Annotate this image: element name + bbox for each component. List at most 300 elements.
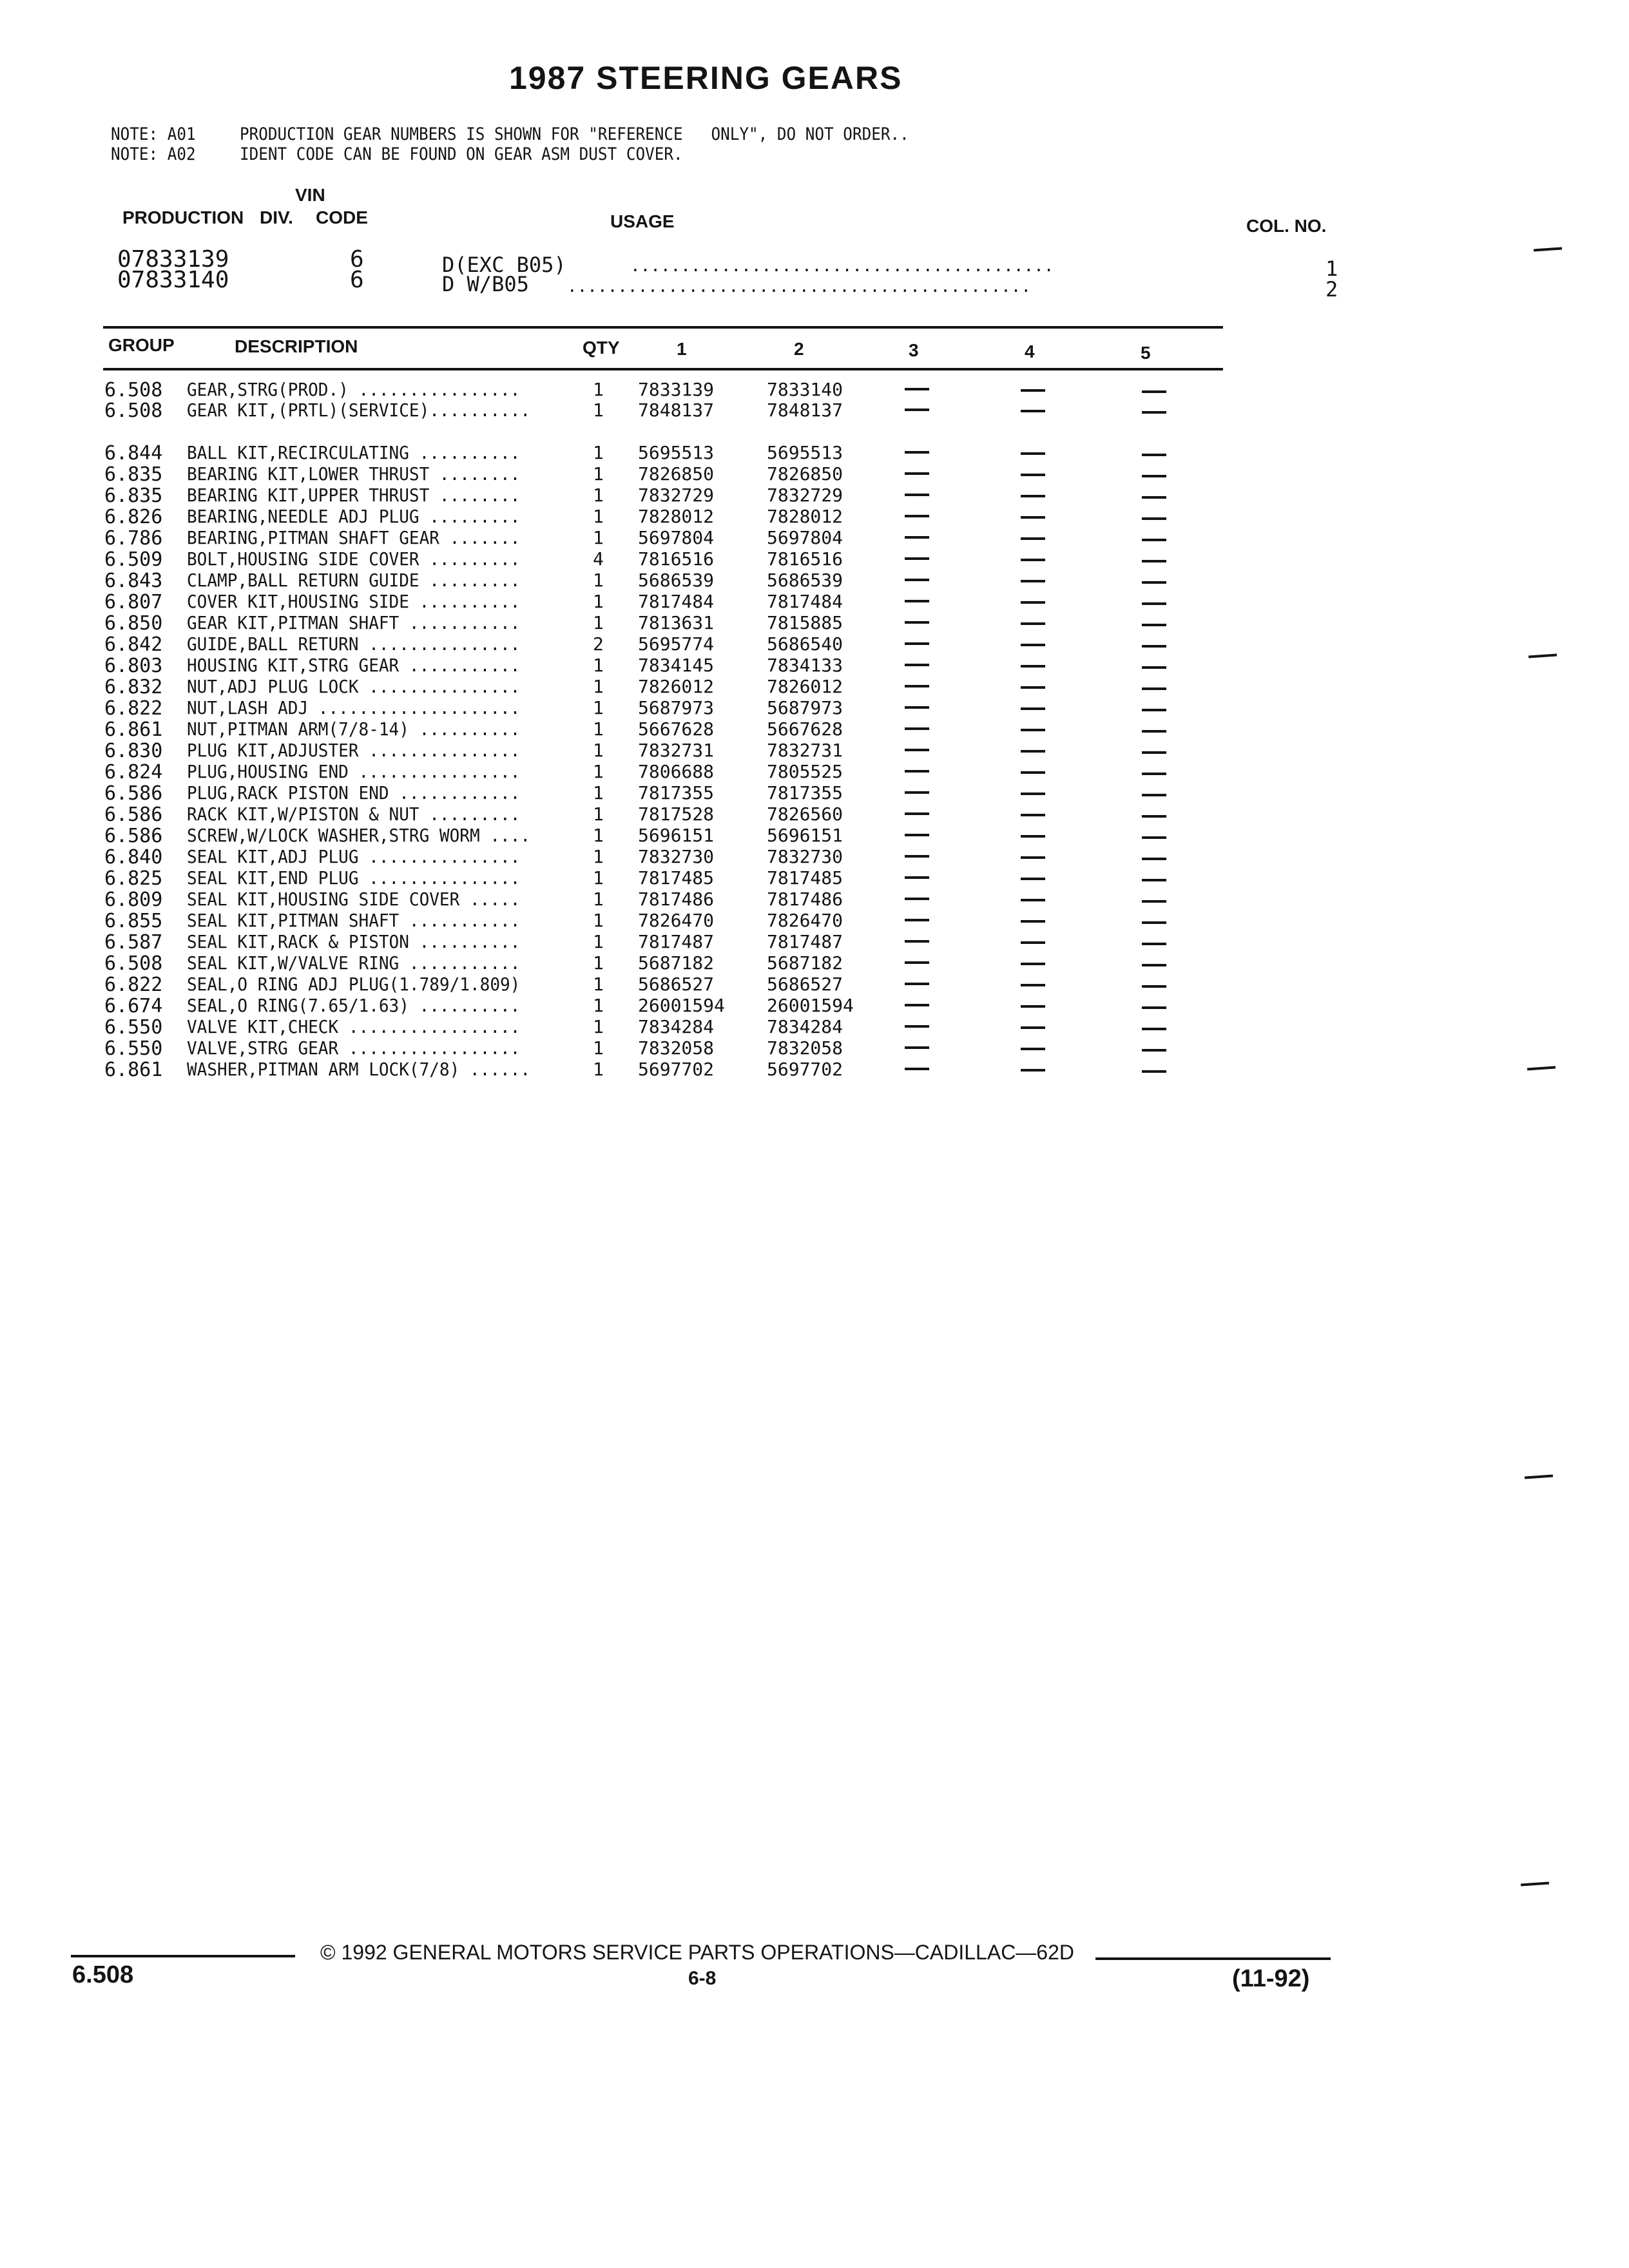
part-quantity: 1 (593, 867, 604, 889)
group-number: 6.826 (104, 506, 163, 528)
part-number-col-2: 7805525 (767, 761, 843, 782)
empty-cell-dash (1142, 921, 1166, 924)
empty-cell-dash (1142, 1049, 1166, 1052)
part-number-col-1: 7817528 (638, 803, 715, 825)
empty-cell-dash (1142, 858, 1166, 860)
empty-cell-dash (905, 621, 929, 624)
part-description: SEAL KIT,RACK & PISTON .......... (187, 931, 521, 952)
part-number-col-2: 5667628 (767, 718, 843, 740)
group-number: 6.861 (104, 1059, 163, 1081)
empty-cell-dash (1142, 666, 1166, 669)
division-code: 6 (350, 246, 364, 273)
production-number: 07833140 (117, 267, 229, 293)
table-row (0, 1037, 1629, 1059)
div-header: DIV. (260, 207, 293, 227)
part-number-col-1: 5695774 (638, 633, 715, 655)
footer-rule-right (1095, 1957, 1331, 1960)
part-number-col-2: 7828012 (767, 506, 843, 527)
empty-cell-dash (1021, 410, 1045, 412)
empty-cell-dash (1021, 686, 1045, 689)
empty-cell-dash (1142, 815, 1166, 818)
part-description: SEAL KIT,HOUSING SIDE COVER ..... (187, 889, 521, 910)
part-number-col-2: 7848137 (767, 399, 843, 421)
group-number: 6.586 (104, 782, 163, 805)
empty-cell-dash (1021, 665, 1045, 668)
column-number: 1 (1325, 256, 1338, 281)
group-number: 6.835 (104, 463, 163, 486)
column-2-header: 2 (794, 339, 804, 359)
part-description: SEAL KIT,ADJ PLUG ............... (187, 846, 521, 867)
empty-cell-dash (1142, 773, 1166, 775)
part-description: SEAL,O RING(7.65/1.63) .......... (187, 995, 521, 1016)
empty-cell-dash (1021, 1069, 1045, 1072)
group-number: 6.508 (104, 952, 163, 975)
part-number-col-2: 7817486 (767, 889, 843, 910)
empty-cell-dash (1021, 899, 1045, 901)
part-quantity: 1 (593, 803, 604, 825)
empty-cell-dash (1142, 964, 1166, 966)
empty-cell-dash (1021, 793, 1045, 795)
part-quantity: 1 (593, 974, 604, 995)
part-number-col-1: 5667628 (638, 718, 715, 740)
part-description: SEAL KIT,END PLUG ............... (187, 867, 521, 889)
part-number-col-1: 5697804 (638, 527, 715, 548)
edge-mark (1534, 247, 1562, 251)
empty-cell-dash (905, 727, 929, 730)
group-number: 6.550 (104, 1016, 163, 1039)
part-quantity: 1 (593, 995, 604, 1016)
group-number: 6.508 (104, 379, 163, 401)
empty-cell-dash (905, 961, 929, 964)
table-header-rule (103, 368, 1223, 370)
empty-cell-dash (905, 834, 929, 836)
part-description: VALVE KIT,CHECK ................. (187, 1016, 521, 1037)
code-header: CODE (316, 207, 368, 227)
empty-cell-dash (1142, 1028, 1166, 1030)
empty-cell-dash (1021, 920, 1045, 923)
part-number-col-1: 7826850 (638, 463, 715, 485)
group-number: 6.830 (104, 740, 163, 762)
usage-header: USAGE (610, 211, 675, 231)
part-quantity: 1 (593, 846, 604, 867)
part-number-col-1: 7826012 (638, 676, 715, 697)
part-number-col-1: 7806688 (638, 761, 715, 782)
part-description: SEAL,O RING ADJ PLUG(1.789/1.809) (187, 974, 521, 995)
empty-cell-dash (905, 664, 929, 666)
part-description: GEAR,STRG(PROD.) ................ (187, 379, 521, 400)
part-description: CLAMP,BALL RETURN GUIDE ......... (187, 570, 521, 591)
part-description: BEARING KIT,LOWER THRUST ........ (187, 463, 521, 485)
empty-cell-dash (1142, 687, 1166, 690)
empty-cell-dash (1021, 495, 1045, 497)
empty-cell-dash (905, 1025, 929, 1028)
empty-cell-dash (1021, 984, 1045, 986)
part-number-col-2: 7816516 (767, 548, 843, 570)
part-number-col-2: 7832731 (767, 740, 843, 761)
part-quantity: 1 (593, 463, 604, 485)
empty-cell-dash (1021, 601, 1045, 604)
part-description: BEARING KIT,UPPER THRUST ........ (187, 485, 521, 506)
empty-cell-dash (1142, 1006, 1166, 1009)
part-number-col-2: 5697702 (767, 1059, 843, 1080)
table-row (0, 761, 1629, 782)
part-number-col-2: 5697804 (767, 527, 843, 548)
part-quantity: 4 (593, 548, 604, 570)
empty-cell-dash (905, 749, 929, 751)
empty-cell-dash (905, 1004, 929, 1006)
part-number-col-1: 7817484 (638, 591, 715, 612)
table-row (0, 910, 1629, 931)
part-number-col-1: 7828012 (638, 506, 715, 527)
part-quantity: 1 (593, 697, 604, 718)
part-number-col-1: 7832729 (638, 485, 715, 506)
part-number-col-2: 7832058 (767, 1037, 843, 1059)
part-description: GEAR KIT,(PRTL)(SERVICE).......... (187, 399, 531, 421)
part-number-col-2: 5687182 (767, 952, 843, 974)
empty-cell-dash (1142, 390, 1166, 393)
copyright-line: © 1992 GENERAL MOTORS SERVICE PARTS OPERATIONS—CADILLAC—62D (320, 1941, 1074, 1964)
part-quantity: 1 (593, 718, 604, 740)
empty-cell-dash (1021, 644, 1045, 646)
part-number-col-1: 7826470 (638, 910, 715, 931)
note-text-a01: PRODUCTION GEAR NUMBERS IS SHOWN FOR "REFERENCE ONLY", DO NOT ORDER.. (240, 124, 909, 144)
part-number-col-1: 7832731 (638, 740, 715, 761)
empty-cell-dash (905, 642, 929, 645)
usage-leader-dots: .......................................... (630, 256, 1054, 276)
empty-cell-dash (905, 494, 929, 496)
empty-cell-dash (905, 536, 929, 539)
empty-cell-dash (905, 515, 929, 517)
production-number: 07833139 (117, 246, 229, 273)
group-number: 6.850 (104, 612, 163, 635)
page-title: 1987 STEERING GEARS (509, 60, 903, 96)
part-quantity: 1 (593, 570, 604, 591)
part-number-col-2: 7833140 (767, 379, 843, 400)
part-quantity: 1 (593, 1016, 604, 1037)
group-number: 6.586 (104, 803, 163, 826)
part-number-col-2: 5686540 (767, 633, 843, 655)
table-row (0, 633, 1629, 655)
part-number-col-1: 7813631 (638, 612, 715, 633)
group-number: 6.809 (104, 889, 163, 911)
group-number: 6.508 (104, 399, 163, 422)
empty-cell-dash (1021, 771, 1045, 774)
group-number: 6.822 (104, 697, 163, 720)
part-description: NUT,ADJ PLUG LOCK ............... (187, 676, 521, 697)
part-quantity: 2 (593, 633, 604, 655)
empty-cell-dash (1142, 624, 1166, 626)
part-number-col-2: 7834284 (767, 1016, 843, 1037)
empty-cell-dash (1021, 750, 1045, 753)
column-1-header: 1 (677, 339, 687, 359)
part-number-col-2: 7826012 (767, 676, 843, 697)
empty-cell-dash (905, 579, 929, 581)
empty-cell-dash (905, 685, 929, 687)
note-code-a01: NOTE: A01 (111, 124, 196, 144)
table-row (0, 676, 1629, 697)
table-row (0, 379, 1629, 400)
part-number-col-1: 7817485 (638, 867, 715, 889)
table-row (0, 463, 1629, 485)
empty-cell-dash (1142, 730, 1166, 733)
empty-cell-dash (1142, 794, 1166, 796)
page-number: 6-8 (688, 1968, 717, 1989)
part-number-col-1: 7817487 (638, 931, 715, 952)
table-row (0, 570, 1629, 591)
part-quantity: 1 (593, 1059, 604, 1080)
table-row (0, 995, 1629, 1016)
table-row (0, 867, 1629, 889)
part-quantity: 1 (593, 399, 604, 421)
part-number-col-1: 7848137 (638, 399, 715, 421)
part-description: BOLT,HOUSING SIDE COVER ......... (187, 548, 521, 570)
empty-cell-dash (1142, 454, 1166, 456)
part-number-col-1: 5696151 (638, 825, 715, 846)
empty-cell-dash (1021, 622, 1045, 625)
part-number-col-1: 5687182 (638, 952, 715, 974)
empty-cell-dash (1021, 1026, 1045, 1029)
empty-cell-dash (1142, 517, 1166, 520)
empty-cell-dash (1021, 559, 1045, 561)
part-description: BEARING,NEEDLE ADJ PLUG ......... (187, 506, 521, 527)
part-number-col-1: 5695513 (638, 442, 715, 463)
col-no-header: COL. NO. (1246, 216, 1327, 236)
part-quantity: 1 (593, 591, 604, 612)
note-text-a02: IDENT CODE CAN BE FOUND ON GEAR ASM DUST COVER. (240, 144, 683, 164)
part-description: GEAR KIT,PITMAN SHAFT ........... (187, 612, 521, 633)
note-code-a02: NOTE: A02 (111, 144, 196, 164)
table-row (0, 655, 1629, 676)
table-row (0, 612, 1629, 633)
table-row (0, 782, 1629, 803)
empty-cell-dash (1021, 580, 1045, 582)
edge-mark (1525, 1474, 1553, 1479)
column-number: 2 (1325, 277, 1338, 302)
column-5-header: 5 (1141, 343, 1151, 363)
group-number: 6.843 (104, 570, 163, 592)
group-number: 6.807 (104, 591, 163, 613)
empty-cell-dash (905, 919, 929, 921)
part-quantity: 1 (593, 1037, 604, 1059)
table-row (0, 952, 1629, 974)
empty-cell-dash (1142, 709, 1166, 711)
empty-cell-dash (905, 451, 929, 454)
table-row (0, 889, 1629, 910)
group-number: 6.587 (104, 931, 163, 954)
part-number-col-1: 5686527 (638, 974, 715, 995)
empty-cell-dash (1021, 707, 1045, 710)
part-number-col-2: 7826560 (767, 803, 843, 825)
empty-cell-dash (1021, 941, 1045, 944)
part-number-col-1: 5686539 (638, 570, 715, 591)
part-number-col-2: 7826470 (767, 910, 843, 931)
empty-cell-dash (905, 600, 929, 602)
part-description: HOUSING KIT,STRG GEAR ........... (187, 655, 521, 676)
empty-cell-dash (1142, 900, 1166, 903)
group-number: 6.509 (104, 548, 163, 571)
empty-cell-dash (1021, 856, 1045, 859)
part-description: COVER KIT,HOUSING SIDE .......... (187, 591, 521, 612)
empty-cell-dash (905, 940, 929, 943)
empty-cell-dash (905, 855, 929, 858)
part-quantity: 1 (593, 740, 604, 761)
revision-date: (11-92) (1232, 1965, 1310, 1992)
part-number-col-1: 26001594 (638, 995, 725, 1016)
part-description: RACK KIT,W/PISTON & NUT ......... (187, 803, 521, 825)
empty-cell-dash (905, 1068, 929, 1070)
part-quantity: 1 (593, 782, 604, 803)
part-description: PLUG,HOUSING END ................ (187, 761, 521, 782)
part-quantity: 1 (593, 379, 604, 400)
table-row (0, 1059, 1629, 1080)
empty-cell-dash (905, 983, 929, 985)
group-number: 6.550 (104, 1037, 163, 1060)
group-number: 6.842 (104, 633, 163, 656)
column-4-header: 4 (1025, 341, 1035, 361)
part-quantity: 1 (593, 889, 604, 910)
empty-cell-dash (905, 472, 929, 475)
part-number-col-2: 7832730 (767, 846, 843, 867)
empty-cell-dash (905, 706, 929, 709)
part-quantity: 1 (593, 761, 604, 782)
part-quantity: 1 (593, 612, 604, 633)
table-row (0, 846, 1629, 867)
empty-cell-dash (1142, 645, 1166, 648)
table-row (0, 442, 1629, 463)
part-quantity: 1 (593, 506, 604, 527)
part-description: SEAL KIT,PITMAN SHAFT ........... (187, 910, 521, 931)
empty-cell-dash (1021, 537, 1045, 540)
table-row (0, 697, 1629, 718)
empty-cell-dash (1142, 836, 1166, 839)
group-number: 6.822 (104, 974, 163, 996)
empty-cell-dash (1021, 516, 1045, 519)
qty-header: QTY (583, 338, 620, 358)
part-quantity: 1 (593, 952, 604, 974)
group-number: 6.832 (104, 676, 163, 698)
part-description: BALL KIT,RECIRCULATING .......... (187, 442, 521, 463)
part-number-col-2: 7817484 (767, 591, 843, 612)
empty-cell-dash (905, 770, 929, 773)
part-quantity: 1 (593, 676, 604, 697)
empty-cell-dash (1021, 878, 1045, 880)
empty-cell-dash (1142, 602, 1166, 605)
empty-cell-dash (905, 876, 929, 879)
group-number: 6.840 (104, 846, 163, 869)
table-row (0, 548, 1629, 570)
empty-cell-dash (1021, 452, 1045, 455)
part-number-col-1: 7817355 (638, 782, 715, 803)
table-row (0, 803, 1629, 825)
edge-mark (1521, 1881, 1549, 1886)
usage-text: D(EXC B05) (442, 253, 566, 277)
empty-cell-dash (1021, 835, 1045, 838)
empty-cell-dash (1142, 943, 1166, 945)
part-quantity: 1 (593, 442, 604, 463)
table-row (0, 931, 1629, 952)
table-row (0, 740, 1629, 761)
part-description: VALVE,STRG GEAR ................. (187, 1037, 521, 1059)
empty-cell-dash (1021, 729, 1045, 731)
part-number-col-1: 7832730 (638, 846, 715, 867)
table-row (0, 718, 1629, 740)
table-row (0, 399, 1629, 421)
usage-leader-dots: .............................................. (567, 277, 1032, 296)
group-number: 6.835 (104, 485, 163, 507)
table-row (0, 591, 1629, 612)
group-number: 6.674 (104, 995, 163, 1017)
empty-cell-dash (905, 791, 929, 794)
group-header: GROUP (108, 335, 175, 355)
part-number-col-1: 7816516 (638, 548, 715, 570)
empty-cell-dash (1142, 496, 1166, 499)
empty-cell-dash (1142, 879, 1166, 881)
part-description: GUIDE,BALL RETURN ............... (187, 633, 521, 655)
group-number: 6.861 (104, 718, 163, 741)
part-number-col-2: 7817355 (767, 782, 843, 803)
part-number-col-1: 7834284 (638, 1016, 715, 1037)
part-quantity: 1 (593, 527, 604, 548)
production-header: PRODUCTION (122, 207, 244, 227)
part-number-col-2: 26001594 (767, 995, 854, 1016)
empty-cell-dash (1021, 474, 1045, 476)
group-number: 6.844 (104, 442, 163, 465)
empty-cell-dash (1142, 475, 1166, 477)
empty-cell-dash (905, 557, 929, 560)
description-header: DESCRIPTION (235, 336, 358, 356)
part-number-col-1: 7832058 (638, 1037, 715, 1059)
table-top-rule (103, 326, 1223, 329)
part-quantity: 1 (593, 910, 604, 931)
group-number: 6.824 (104, 761, 163, 783)
part-number-col-1: 5697702 (638, 1059, 715, 1080)
group-number: 6.825 (104, 867, 163, 890)
empty-cell-dash (1142, 411, 1166, 414)
table-row (0, 974, 1629, 995)
table-row (0, 825, 1629, 846)
part-number-col-1: 7834145 (638, 655, 715, 676)
empty-cell-dash (1142, 560, 1166, 562)
part-quantity: 1 (593, 931, 604, 952)
footer-rule-left (71, 1955, 295, 1957)
part-number-col-1: 7817486 (638, 889, 715, 910)
section-number: 6.508 (72, 1961, 134, 1988)
table-row (0, 527, 1629, 548)
usage-text: D W/B05 (442, 272, 529, 296)
table-row (0, 1016, 1629, 1037)
part-description: WASHER,PITMAN ARM LOCK(7/8) ...... (187, 1059, 531, 1080)
part-description: PLUG KIT,ADJUSTER ............... (187, 740, 521, 761)
table-row (0, 485, 1629, 506)
part-number-col-2: 5686527 (767, 974, 843, 995)
empty-cell-dash (1021, 389, 1045, 392)
empty-cell-dash (1142, 985, 1166, 988)
part-description: NUT,LASH ADJ .................... (187, 697, 521, 718)
empty-cell-dash (905, 1046, 929, 1049)
part-description: SCREW,W/LOCK WASHER,STRG WORM .... (187, 825, 531, 846)
part-number-col-2: 5687973 (767, 697, 843, 718)
part-number-col-2: 5696151 (767, 825, 843, 846)
empty-cell-dash (1142, 539, 1166, 541)
part-quantity: 1 (593, 655, 604, 676)
empty-cell-dash (905, 408, 929, 411)
group-number: 6.586 (104, 825, 163, 847)
part-quantity: 1 (593, 485, 604, 506)
empty-cell-dash (1142, 1070, 1166, 1073)
part-number-col-2: 7834133 (767, 655, 843, 676)
group-number: 6.786 (104, 527, 163, 550)
part-quantity: 1 (593, 825, 604, 846)
